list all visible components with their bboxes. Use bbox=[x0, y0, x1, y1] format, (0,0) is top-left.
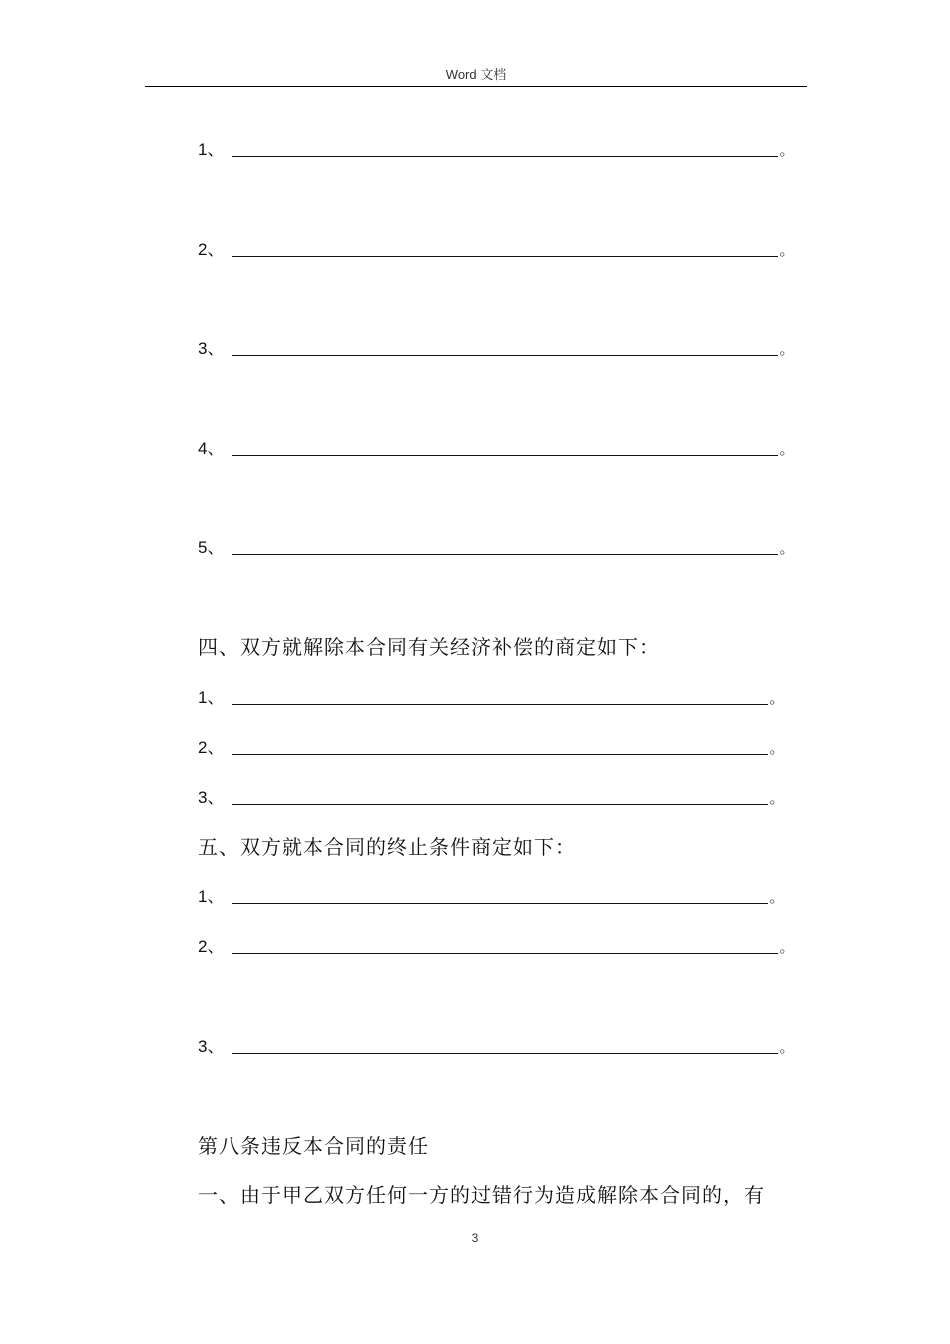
item-period: 。 bbox=[779, 340, 795, 358]
list-item bbox=[198, 734, 784, 758]
fill-in-blank[interactable] bbox=[232, 754, 768, 755]
item-separator: 、 bbox=[207, 538, 225, 558]
paragraph: 一、由于甲乙双方任何一方的过错行为造成解除本合同的，有 bbox=[198, 1183, 765, 1207]
list-item bbox=[198, 136, 794, 160]
item-number: 2 bbox=[198, 738, 208, 757]
item-number: 1 bbox=[198, 140, 208, 159]
fill-in-blank[interactable] bbox=[232, 804, 768, 805]
fill-in-blank[interactable] bbox=[232, 256, 778, 257]
item-number: 2 bbox=[198, 937, 208, 956]
article-heading: 第八条违反本合同的责任 bbox=[198, 1134, 429, 1158]
item-separator: 、 bbox=[207, 788, 225, 808]
fill-in-blank[interactable] bbox=[232, 704, 768, 705]
fill-in-blank[interactable] bbox=[232, 355, 778, 356]
item-separator: 、 bbox=[207, 688, 225, 708]
item-period: 。 bbox=[779, 1038, 795, 1056]
item-separator: 、 bbox=[207, 140, 225, 160]
item-number: 3 bbox=[198, 1037, 208, 1056]
item-period: 。 bbox=[779, 539, 795, 557]
item-period: 。 bbox=[779, 440, 795, 458]
section-heading: 五、双方就本合同的终止条件商定如下： bbox=[198, 835, 576, 859]
item-number: 1 bbox=[198, 688, 208, 707]
item-period: 。 bbox=[779, 938, 795, 956]
item-period: 。 bbox=[769, 789, 785, 807]
header-rule bbox=[145, 86, 807, 87]
list-item bbox=[198, 784, 784, 808]
list-item bbox=[198, 1033, 794, 1057]
item-number: 1 bbox=[198, 887, 208, 906]
fill-in-blank[interactable] bbox=[232, 953, 778, 954]
item-period: 。 bbox=[779, 241, 795, 259]
item-separator: 、 bbox=[207, 738, 225, 758]
list-item bbox=[198, 534, 794, 558]
item-separator: 、 bbox=[207, 1037, 225, 1057]
item-period: 。 bbox=[769, 739, 785, 757]
item-separator: 、 bbox=[207, 887, 225, 907]
fill-in-blank[interactable] bbox=[232, 903, 768, 904]
item-separator: 、 bbox=[207, 339, 225, 359]
item-separator: 、 bbox=[207, 937, 225, 957]
fill-in-blank[interactable] bbox=[232, 455, 778, 456]
list-item bbox=[198, 435, 794, 459]
item-number: 3 bbox=[198, 339, 208, 358]
list-item bbox=[198, 684, 784, 708]
item-number: 3 bbox=[198, 788, 208, 807]
list-item bbox=[198, 335, 794, 359]
section-heading: 四、双方就解除本合同有关经济补偿的商定如下： bbox=[198, 635, 660, 659]
item-number: 2 bbox=[198, 240, 208, 259]
fill-in-blank[interactable] bbox=[232, 554, 778, 555]
page-number: 3 bbox=[471, 1231, 479, 1245]
item-period: 。 bbox=[779, 141, 795, 159]
list-item bbox=[198, 236, 794, 260]
list-item bbox=[198, 933, 794, 957]
item-separator: 、 bbox=[207, 240, 225, 260]
item-period: 。 bbox=[769, 689, 785, 707]
item-number: 5 bbox=[198, 538, 208, 557]
fill-in-blank[interactable] bbox=[232, 1053, 778, 1054]
item-period: 。 bbox=[769, 888, 785, 906]
fill-in-blank[interactable] bbox=[232, 156, 778, 157]
page-header: Word 文档 bbox=[445, 67, 507, 82]
item-number: 4 bbox=[198, 439, 208, 458]
item-separator: 、 bbox=[207, 439, 225, 459]
list-item bbox=[198, 883, 784, 907]
